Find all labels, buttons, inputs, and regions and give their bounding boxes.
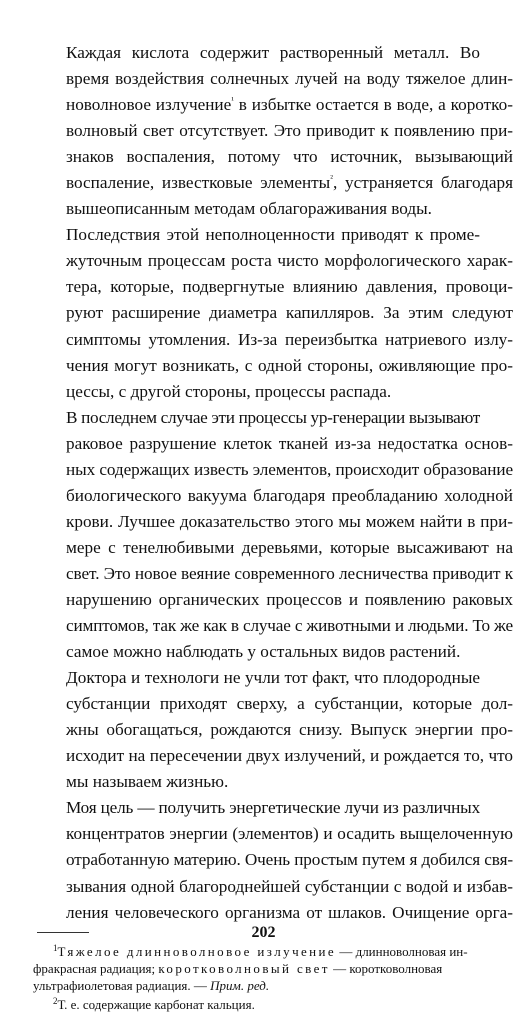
paragraph-5	[33, 795, 513, 925]
text-line: руют расширение диаметра капилляров. За этим следуют	[66, 303, 513, 323]
text-fragment: воспаление, известковые элементы	[66, 173, 331, 193]
text-line: жны обогащаться, рождаются снизу. Выпуск энергии про-	[66, 720, 513, 740]
paragraph-2	[33, 222, 513, 404]
text-fragment: новолновое излучение	[66, 95, 232, 115]
text-line: крови. Лучшее доказательство этого мы можем найти в при-	[66, 511, 513, 531]
text-line: ных содержащих известь элементов, происходит образование	[66, 459, 513, 479]
footnote-text: фракрасная радиация;	[33, 960, 159, 976]
text-fragment: , устраняется благодаря	[332, 173, 513, 193]
text-line: ления человеческого организма от шлаков. Очищение орга-	[66, 902, 513, 922]
editor-note: Прим. ред.	[210, 977, 270, 993]
text-line: жуточным процессам роста чисто морфологического харак-	[66, 251, 513, 271]
text-line: симптомов, так же как в случае с животными и людьми. То же	[66, 616, 513, 636]
footnote-marker: 1	[53, 942, 58, 953]
text-line: симптомы утомления. Из-за переизбытка натриевого излу-	[66, 329, 513, 349]
body-text	[33, 40, 513, 926]
text-line	[33, 170, 513, 196]
footnote-ref-2[interactable]: ²	[330, 173, 333, 184]
text-line: исходит на пересечении двух излучений, и рождается то, что	[66, 746, 513, 766]
text-line: Доктора и технологи не учли тот факт, что плодородные	[66, 668, 480, 688]
text-line: цессы, с другой стороны, процессы распада.	[66, 381, 392, 401]
text-line: раковое разрушение клеток тканей из-за недостатка основ-	[66, 433, 513, 453]
text-fragment: в избытке остается в воде, а коротко-	[233, 95, 513, 115]
footnote-text: ультрафиолетовая радиация. —	[33, 977, 211, 993]
page-number: 202	[251, 924, 276, 941]
text-line: субстанции приходят сверху, а субстанции, которые дол-	[66, 694, 513, 714]
text-line: вышеописанным методам облагораживания воды.	[66, 199, 432, 219]
text-line: В последнем случае эти процессы ур-генерации вызывают	[66, 407, 480, 427]
text-line: мере с тенелюбивыми деревьями, которые высаживают на	[66, 537, 513, 557]
text-line: знаков воспаления, потому что источник, вызывающий	[66, 147, 513, 167]
text-line: биологического вакуума благодаря преобладанию холодной	[66, 485, 513, 505]
text-line: свет. Это новое веяние современного лесничества приводит к	[66, 563, 513, 583]
text-line: мы называем жизнью.	[66, 772, 229, 792]
text-line: Каждая кислота содержит растворенный металл. Во	[66, 43, 480, 62]
text-line: концентратов энергии (элементов) и осадить выщелоченную	[66, 824, 513, 844]
text-line: отработанную материю. Очень простым путем я добился свя-	[66, 850, 513, 870]
paragraph-1	[33, 40, 513, 222]
paragraph-3	[33, 405, 513, 665]
footnote-text: — коротковолновая	[329, 960, 443, 976]
footnotes	[33, 943, 513, 1013]
footnote-term: Тяжелое длинноволновое излучение	[57, 943, 337, 959]
footnote-marker: 2	[53, 995, 58, 1006]
footnote-text: Т. е. содержащие карбонат кальция.	[57, 996, 255, 1012]
text-line: зывания одной благороднейшей субстанции с водой и избав-	[66, 876, 513, 896]
text-line: Последствия этой неполноценности приводят к проме-	[66, 225, 480, 245]
footnote-1	[33, 943, 513, 994]
paragraph-4	[33, 665, 513, 795]
text-line: волновый свет отсутствует. Это приводит к появлению при-	[66, 121, 513, 141]
footnote-ref-1[interactable]: ¹	[231, 95, 234, 106]
footnote-term: коротковолновый свет	[158, 960, 330, 976]
text-line	[33, 92, 513, 118]
footnote-text: — длинноволновая ин-	[336, 943, 468, 959]
text-line: Моя цель — получить энергетические лучи из различных	[66, 798, 480, 818]
text-line: чения могут возникать, с одной стороны, оживляющие про-	[66, 355, 513, 375]
text-line: самое можно наблюдать у остальных видов растений.	[66, 642, 461, 662]
text-line: нарушению органических процессов и появлению раковых	[66, 589, 513, 609]
text-line: тера, которые, подвергнутые влиянию давления, провоци-	[66, 277, 513, 297]
footnote-2	[33, 996, 513, 1013]
text-line: время воздействия солнечных лучей на воду тяжелое длин-	[66, 69, 513, 89]
